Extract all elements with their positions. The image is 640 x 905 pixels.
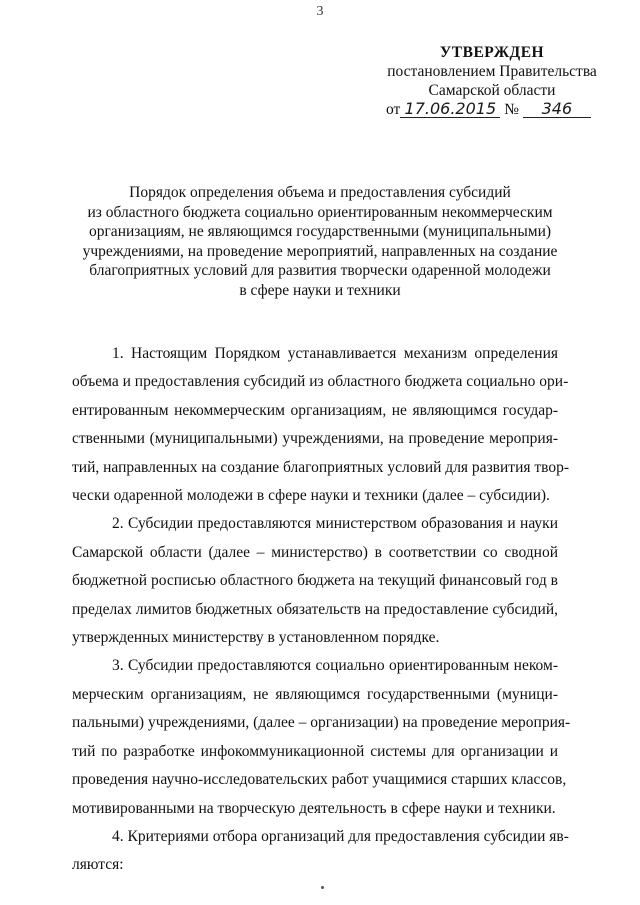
approval-heading: УТВЕРЖДЕН [439, 44, 545, 61]
title-line: организациям, не являющимся государственными (муниципальными) [88, 223, 552, 240]
paragraph-4 [72, 823, 569, 880]
text-line: тий по разработке инфокоммуникационной системы для организации и [72, 742, 558, 760]
document-body [72, 340, 571, 880]
scan-speck [321, 886, 324, 889]
title-line: в сфере науки и техники [239, 281, 401, 299]
text-line: ентированным некоммерческим организациям, не являющимся государ- [72, 401, 558, 419]
text-line: 2. Субсидии предоставляются министерством образования и науки [112, 515, 558, 533]
title-line: из областного бюджета социально ориентированным некоммерческим [87, 203, 553, 221]
page-number: 3 [316, 4, 324, 19]
text-line: 1. Настоящим Порядком устанавливается механизм определения [112, 345, 558, 362]
text-line: 4. Критериями отбора организаций для предоставления субсидии яв- [112, 827, 569, 845]
approval-date-line [372, 100, 612, 119]
text-line: пределах лимитов бюджетных обязательств на предоставление субсидий, [72, 600, 558, 618]
paragraph-3 [72, 652, 571, 822]
number-prefix: № [504, 101, 519, 118]
text-line: проведения научно-исследовательских работ учащимися старших классов, [72, 771, 567, 789]
text-line: мерческим организациям, не являющимся государственными (муници- [72, 685, 558, 703]
handwritten-number: 346 [523, 101, 591, 118]
title-line: учреждениями, на проведение мероприятий, направленных на создание [82, 242, 558, 260]
text-line: мотивированными на творческую деятельность в сфере науки и техники. [72, 799, 556, 817]
approval-line-1: постановлением Правительства [387, 63, 597, 80]
text-line: 3. Субсидии предоставляются социально ориентированным неком- [112, 657, 558, 675]
text-line: ственными (муниципальными) учреждениями, на проведение мероприя- [72, 430, 558, 448]
paragraph-1 [72, 340, 570, 510]
document-title [70, 183, 570, 300]
title-line: благоприятных условий для развития творчески одаренной молодежи [89, 262, 551, 279]
approval-block [372, 43, 612, 119]
text-line: ляются: [72, 856, 124, 874]
text-line: Самарской области (далее – министерство) в соответствии со сводной [72, 543, 558, 561]
text-line: утвержденных министерству в установленном порядке. [72, 629, 440, 647]
text-line: пальными) учреждениями, (далее – организации) на проведение мероприя- [72, 714, 571, 732]
paragraph-2 [72, 510, 558, 652]
handwritten-date: 17.06.2015 [400, 101, 500, 118]
title-line: Порядок определения объема и предоставления субсидий [129, 184, 511, 201]
text-line: объема и предоставления субсидий из областного бюджета социально ори- [72, 373, 569, 391]
approval-line-2: Самарской области [428, 82, 556, 99]
text-line: тий, направленных на создание благоприятных условий для развития твор- [72, 458, 570, 476]
text-line: бюджетной росписью областного бюджета на текущий финансовый год в [72, 572, 558, 590]
date-prefix: от [386, 101, 401, 118]
text-line: чески одаренной молодежи в сфере науки и техники (далее – субсидии). [72, 487, 550, 505]
